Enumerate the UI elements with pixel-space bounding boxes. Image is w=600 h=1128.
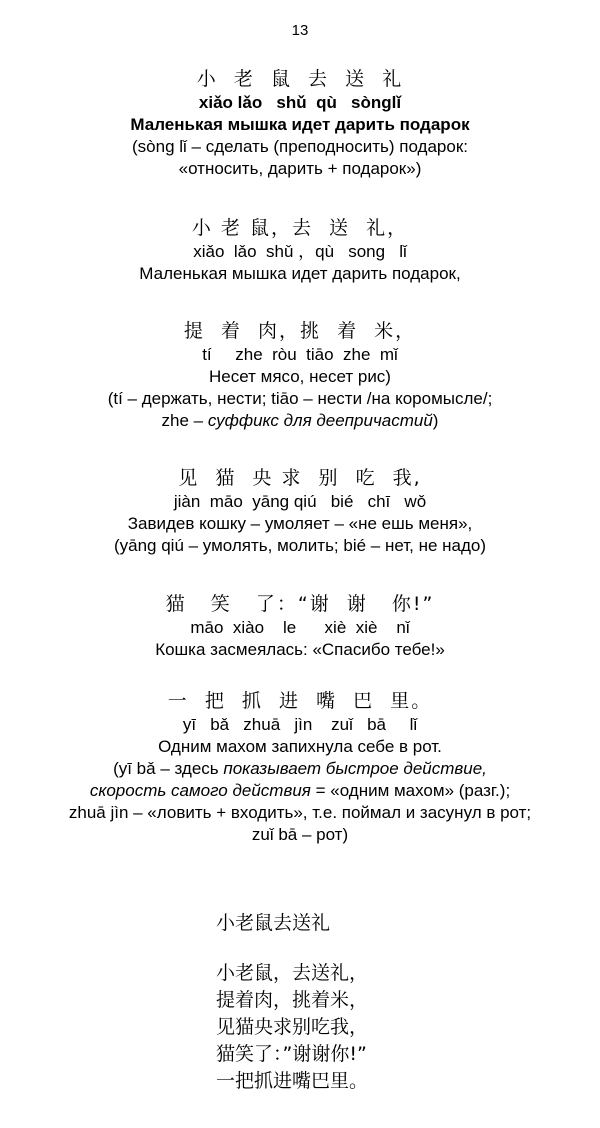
stanza-5-note-1-plain: (yī bǎ – здесь: [113, 759, 224, 778]
stanza-1: [0, 215, 600, 285]
stanza-5-note-1-italic: показывает быстрое действие,: [223, 759, 487, 778]
stanza-5-hanzi: 一 把 抓 进 嘴 巴 里。: [167, 690, 433, 712]
stanza-3: [0, 465, 600, 557]
stanza-2-pinyin: tí zhe ròu tiāo zhe mǐ: [202, 345, 398, 364]
stanza-5-note-line-1: [0, 758, 600, 780]
stanza-1-hanzi: 小 老 鼠，去 送 礼，: [191, 217, 409, 239]
poem-line: 小老鼠，去送礼，: [216, 962, 369, 984]
stanza-5-note-line-3: zhuā jìn – «ловить + входить», т.е. поймал и засунул в рот;: [68, 803, 532, 822]
stanza-2-note-end: ): [432, 411, 439, 430]
stanza-2-note-plain: zhe –: [161, 411, 208, 430]
stanza-2-note-line-2: [0, 410, 600, 432]
stanza-1-pinyin: xiǎo lǎo shǔ ，qù song lǐ: [193, 242, 407, 261]
stanza-5-note-2-plain: = «одним махом» (разг.);: [310, 781, 511, 800]
title-block: [0, 66, 600, 180]
stanza-4-translation: Кошка засмеялась: «Спасибо тебе!»: [155, 640, 445, 659]
stanza-5-translation: Одним махом запихнула себе в рот.: [158, 737, 442, 756]
stanza-5-note-line-2: [0, 780, 600, 802]
poem-line: 提着肉，挑着米，: [216, 989, 369, 1011]
poem-line: 猫笑了：”谢谢你!”: [216, 1043, 367, 1065]
title-note-line-2: «относить, дарить + подарок»): [178, 159, 422, 178]
stanza-5: [0, 688, 600, 846]
poem-text: [216, 960, 368, 1095]
poem-line: 一把抓进嘴巴里。: [216, 1070, 369, 1092]
stanza-3-pinyin: jiàn māo yāng qiú bié chī wǒ: [173, 492, 427, 511]
stanza-2-translation: Несет мясо, несет рис): [209, 367, 391, 386]
title-note-line-1: (sòng lǐ – сделать (преподносить) подарок:: [132, 137, 468, 156]
stanza-3-hanzi: 见 猫 央 求 别 吃 我,: [178, 467, 422, 489]
title-pinyin: xiǎo lǎo shǔ qù sònglǐ: [198, 93, 402, 112]
stanza-5-note-2-italic: скорость самого действия: [89, 781, 311, 800]
stanza-5-note-line-4: zuǐ bā – рот): [251, 825, 349, 844]
stanza-4: [0, 591, 600, 661]
stanza-2-note-line-1: (tí – держать, нести; tiāo – нести /на коромысле/;: [107, 389, 493, 408]
stanza-3-translation: Завидев кошку – умоляет – «не ешь меня»,: [127, 514, 473, 533]
stanza-4-hanzi: 猫 笑 了：“谢 谢 你!”: [165, 593, 435, 615]
stanza-2-note-italic: суффикс для деепричастий: [207, 411, 433, 430]
stanza-2-hanzi: 提 着 肉，挑 着 米，: [183, 320, 417, 342]
stanza-4-pinyin: māo xiào le xiè xiè nǐ: [190, 618, 410, 637]
stanza-5-pinyin: yī bǎ zhuā jìn zuǐ bā lǐ: [182, 715, 418, 734]
poem-title: 小老鼠去送礼: [216, 912, 331, 934]
title-hanzi: 小 老 鼠 去 送 礼: [196, 68, 404, 90]
poem-line: 见猫央求别吃我，: [216, 1016, 369, 1038]
stanza-2: [0, 318, 600, 432]
stanza-3-note: (yāng qiú – умолять, молить; bié – нет, не надо): [113, 536, 487, 555]
title-translation: Маленькая мышка идет дарить подарок: [130, 115, 470, 134]
page-number: 13: [291, 22, 309, 39]
stanza-1-translation: Маленькая мышка идет дарить подарок,: [139, 264, 461, 283]
